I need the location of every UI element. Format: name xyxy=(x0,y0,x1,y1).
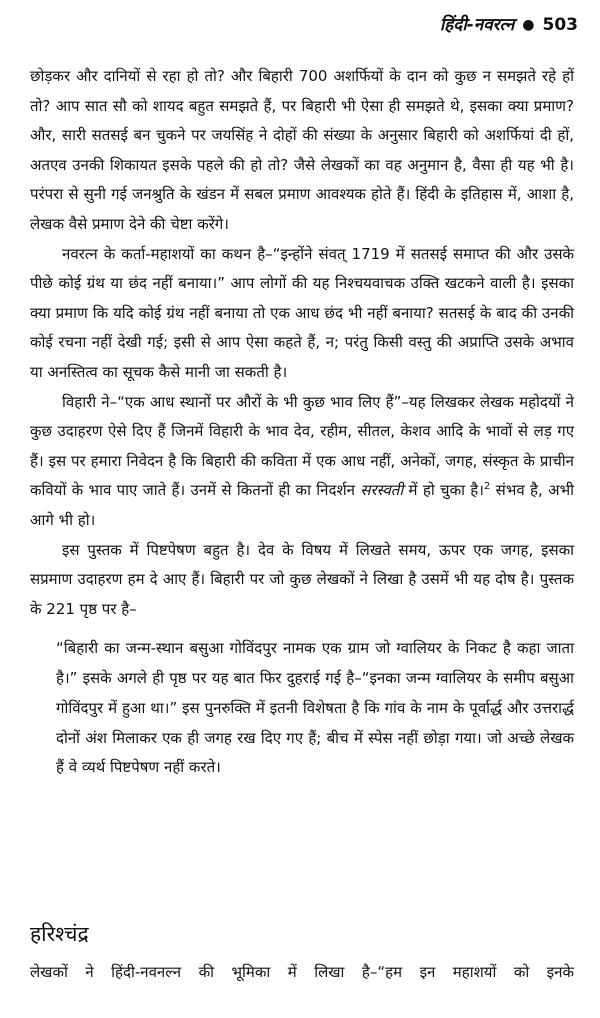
paragraph-2: नवरत्न के कर्ता-महाशयों का कथन है–“इन्होंने संवत् 1719 में सतसई समाप्त की और उसके पीछे कोई ग्रंथ या छंद नहीं बनाया।” आप लोगों की यह निश्चयवाचक उक्ति खटकने वाली है। इसका क्या प्रमाण कि यदि कोई ग्रंथ नहीं बनाया तो एक आध छंद भी नहीं बनाया? सतसई के बाद की उनकी कोई रचना नहीं देखी गई; इसी से आप ऐसा कहते हैं, न; परंतु किसी वस्तु की अप्राप्ति उसके अभाव या अनस्तित्व का सूचक कैसे मानी जा सकती है। xyxy=(30,244,574,381)
paragraph-3 xyxy=(30,388,574,536)
paragraph-1: छोड़कर और दानियों से रहा हो तो? और बिहारी 700 अशर्फियों के दान को कुछ न समझते रहे हों तो? आप सात सौ को शायद बहुत समझते हैं, पर बिहारी भी ऐसा ही समझते थे, इसका क्या प्रमाण? और, सारी सतसई बन चुकने पर जयसिंह ने दोहों की संख्या के अनुसार बिहारी को अशर्फियां दी हों, अतएव उनकी शिकायत इसके पहले की हो तो? जैसे लेखकों का वह अनुमान है, वैसा ही यह भी है। परंपरा से सुनी गई जनश्रुति के खंडन में सबल प्रमाण आवश्यक होते हैं। हिंदी के इतिहास में, आशा है, लेखक वैसे प्रमाण देने की चेष्टा करेंगे। xyxy=(30,67,574,233)
bullet-icon: ● xyxy=(522,17,535,33)
body-text xyxy=(30,62,574,783)
section-first-line: लेखकों ने हिंदी-नवनल्न की भूमिका में लिखा है–“हम इन महाशयों को इनके xyxy=(30,963,574,981)
block-quote: “बिहारी का जन्म-स्थान बसुआ गोविंदपुर नामक एक ग्राम जो ग्वालियर के निकट है कहा जाता है।” इसके अगले ही पृष्ठ पर यह बात फिर दुहराई गई है–“इनका जन्म ग्वालियर के समीप बसुआ गोविंदपुर में हुआ था।” इस पुनरुक्ति में इतनी विशेषता है कि गांव के नाम के पूर्वार्द्ध और उत्तरार्द्ध दोनों अंश मिलाकर एक ही जगह रख दिए गए हैं; बीच में स्पेस नहीं छोड़ा गया। जो अच्छे लेखक हैं वे व्यर्थ पिष्टपेषण नहीं करते। xyxy=(56,639,574,777)
section-heading: हरिश्चंद्र xyxy=(30,922,89,946)
paragraph-3-text: विहारी ने–“एक आध स्थानों पर औरों के भी कुछ भाव लिए हैं”–यह लिखकर लेखक महोदयों ने कुछ उदाहरण ऐसे दिए हैं जिनमें विहारी के भाव देव, रहीम, सीतल, केशव आदि के भावों से लड़ गए हैं। इस पर हमारा निवेदन है कि बिहारी की कविता में एक आध नहीं, अनेकों, जगह, संस्कृत के प्राचीन कवियों के भाव पाए जाते हैं। उनमें से कितनों ही का निदर्शन xyxy=(30,392,574,500)
footnote-marker: 2 xyxy=(483,481,491,493)
paragraph-3-text-cont: में हो चुका है। xyxy=(403,481,484,500)
page-number: 503 xyxy=(542,15,578,35)
running-title: हिंदी-नवरत्न xyxy=(439,15,515,35)
paragraph-4: इस पुस्तक में पिष्टपेषण बहुत है। देव के विषय में लिखते समय, ऊपर एक जगह, इसका सप्रमाण उदाहरण हम दे आए हैं। बिहारी पर जो कुछ लेखकों ने लिखा है उसमें भी यह दोष है। पुस्तक के 221 पृष्ठ पर है– xyxy=(30,540,574,618)
running-header xyxy=(440,14,578,36)
magazine-title: सरस्वती xyxy=(360,481,404,500)
paragraph-3-end: संभव है, अभी आगे भी हो। xyxy=(30,481,574,529)
